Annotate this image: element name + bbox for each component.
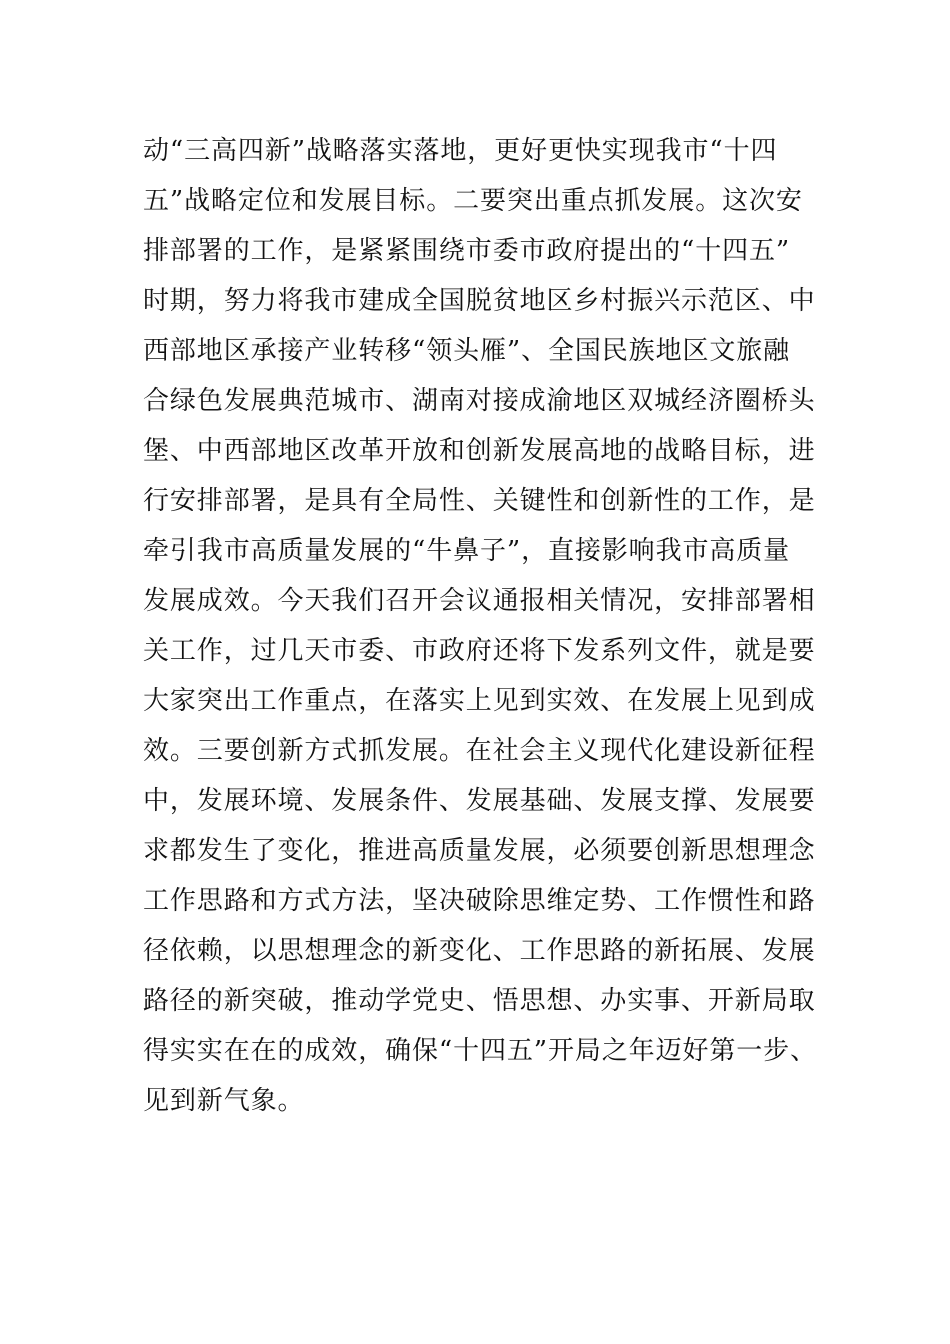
text-line: 关工作，过几天市委、市政府还将下发系列文件，就是要: [143, 636, 816, 666]
text-line: 发展成效。今天我们召开会议通报相关情况，安排部署相: [143, 586, 816, 616]
text-line: 时期，努力将我市建成全国脱贫地区乡村振兴示范区、中: [143, 286, 816, 316]
text-line: 路径的新突破，推动学党史、悟思想、办实事、开新局取: [143, 986, 816, 1016]
text-line: 求都发生了变化，推进高质量发展，必须要创新思想理念: [143, 836, 816, 866]
text-line: 牵引我市高质量发展的“牛鼻子”，直接影响我市高质量: [143, 536, 791, 566]
text-line: 工作思路和方式方法，坚决破除思维定势、工作惯性和路: [143, 886, 816, 916]
text-line: 中，发展环境、发展条件、发展基础、发展支撑、发展要: [143, 786, 816, 816]
text-line: 径依赖，以思想理念的新变化、工作思路的新拓展、发展: [143, 936, 816, 966]
text-line: 堡、中西部地区改革开放和创新发展高地的战略目标，进: [143, 436, 816, 466]
text-line: 效。三要创新方式抓发展。在社会主义现代化建设新征程: [143, 736, 816, 766]
text-line: 排部署的工作，是紧紧围绕市委市政府提出的“十四五”: [143, 236, 791, 266]
text-line: 见到新气象。: [143, 1086, 305, 1116]
text-line: 动“三高四新”战略落实落地，更好更快实现我市“十四: [143, 136, 778, 166]
text-line: 大家突出工作重点，在落实上见到实效、在发展上见到成: [143, 686, 816, 716]
text-line: 得实实在在的成效，确保“十四五”开局之年迈好第一步、: [143, 1036, 817, 1066]
text-line: 合绿色发展典范城市、湖南对接成渝地区双城经济圈桥头: [143, 386, 816, 416]
text-line: 西部地区承接产业转移“领头雁”、全国民族地区文旅融: [143, 336, 791, 366]
body-paragraph: [143, 126, 843, 1126]
text-line: 行安排部署，是具有全局性、关键性和创新性的工作，是: [143, 486, 816, 516]
text-line: 五”战略定位和发展目标。二要突出重点抓发展。这次安: [143, 186, 803, 216]
